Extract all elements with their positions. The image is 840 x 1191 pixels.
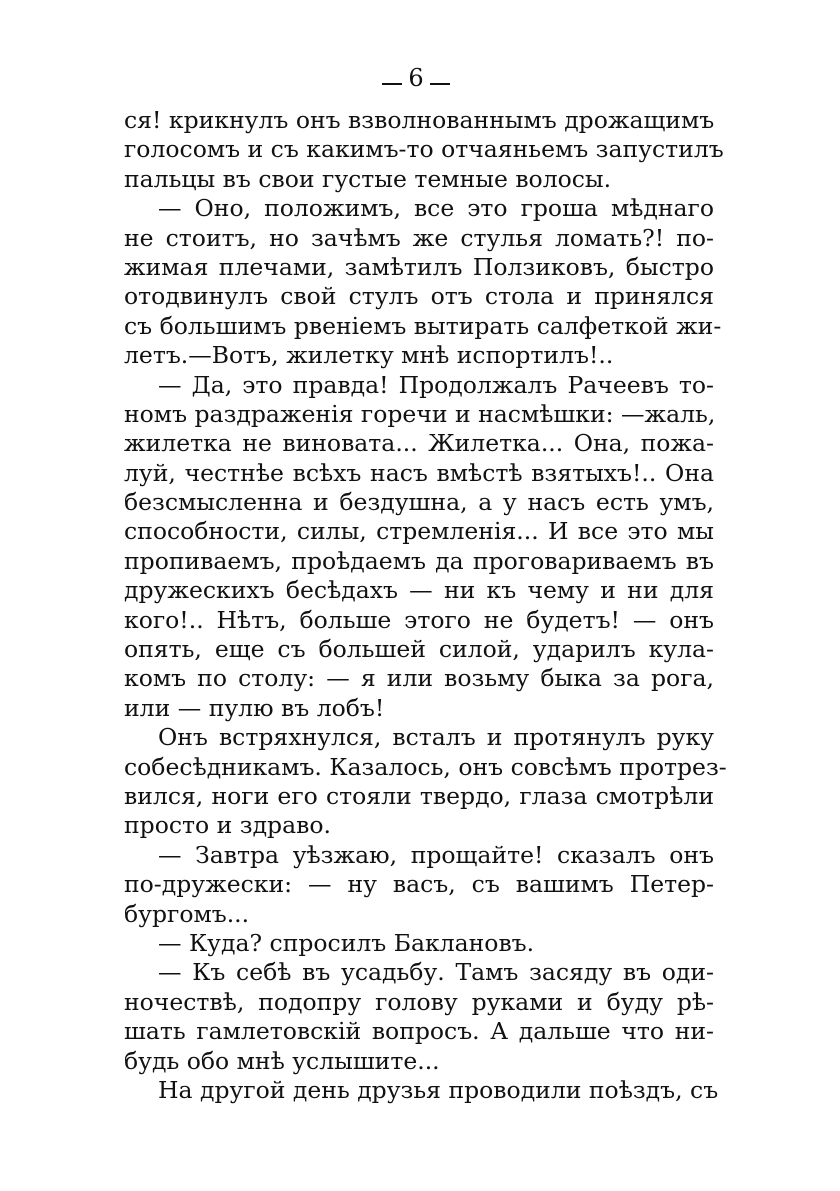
page-number-text: 6	[408, 64, 424, 92]
text-line: ся! крикнулъ онъ взволнованнымъ дрожащимъ	[124, 106, 715, 134]
text-line: На другой день друзья проводили поѣздъ, съ	[158, 1075, 719, 1104]
text-line: кого!.. Нѣтъ, больше этого не будетъ! — онъ	[124, 605, 714, 634]
paragraph	[124, 1075, 719, 1105]
text-line: жимая плечами, замѣтилъ Ползиковъ, быстро	[124, 252, 714, 281]
text-line: просто и здраво.	[124, 811, 331, 840]
text-line: собесѣдникамъ. Казалось, онъ совсѣмъ протрез-	[124, 752, 727, 781]
text-line: луй, честнѣе всѣхъ насъ вмѣстѣ взятыхъ!.. Она	[124, 458, 714, 487]
text-line: шать гамлетовскій вопросъ. А дальше что ни-	[124, 1017, 714, 1046]
text-line: или — пулю въ лобъ!	[124, 693, 385, 722]
text-line: жилетка не виновата... Жилетка... Она, пожа-	[124, 429, 714, 458]
paragraph	[124, 106, 724, 194]
paragraph	[124, 929, 714, 958]
text-line: ночествѣ, подопру голову руками и буду рѣ-	[124, 987, 714, 1016]
text-line: дружескихъ бесѣдахъ — ни къ чему и ни для	[124, 576, 714, 605]
text-line: пальцы въ свои густые темные волосы.	[124, 164, 612, 193]
text-line: — Завтра уѣзжаю, прощайте! сказалъ онъ	[158, 840, 714, 869]
text-line: комъ по столу: — я или возьму быка за рога,	[124, 664, 714, 693]
text-line: — Да, это правда! Продолжалъ Рачеевъ то-	[158, 370, 714, 399]
text-line: съ большимъ рвеніемъ вытирать салфеткой жи-	[124, 311, 722, 340]
text-line: отодвинулъ свой стулъ отъ стола и принялся	[124, 282, 714, 311]
page-number-rule-right	[430, 83, 450, 85]
text-line: способности, силы, стремленія... И все это мы	[124, 517, 714, 546]
text-line: Онъ встряхнулся, всталъ и протянулъ руку	[158, 723, 714, 752]
paragraph	[124, 194, 722, 370]
paragraph	[124, 371, 714, 724]
body-text	[124, 106, 727, 1105]
text-line: безсмысленна и бездушна, а у насъ есть умъ,	[124, 488, 714, 517]
text-line: — Куда? спросилъ Баклановъ.	[158, 928, 535, 957]
text-line: не стоитъ, но зачѣмъ же стулья ломать?! по-	[124, 223, 714, 252]
text-line: — Къ себѣ въ усадьбу. Тамъ засяду въ оди-	[158, 958, 714, 987]
text-line: пропиваемъ, проѣдаемъ да проговариваемъ въ	[124, 546, 714, 575]
text-line: — Оно, положимъ, все это гроша мѣднаго	[158, 194, 714, 223]
text-line: бургомъ...	[124, 899, 250, 928]
text-line: вился, ноги его стояли твердо, глаза смотрѣли	[124, 781, 714, 810]
paragraph	[124, 841, 714, 929]
text-line: голосомъ и съ какимъ-то отчаяньемъ запустилъ	[124, 135, 724, 164]
page-number-rule-left	[382, 83, 402, 85]
text-line: опять, еще съ большей силой, ударилъ кула-	[124, 635, 714, 664]
text-line: летъ.—Вотъ, жилетку мнѣ испортилъ!..	[124, 341, 614, 370]
text-line: по-дружески: — ну васъ, съ вашимъ Петер-	[124, 870, 714, 899]
page-number	[382, 64, 450, 92]
text-line: номъ раздраженія горечи и насмѣшки: —жаль,	[124, 399, 716, 428]
paragraph	[124, 723, 727, 841]
text-line: будь обо мнѣ услышите...	[124, 1046, 440, 1075]
paragraph	[124, 958, 714, 1076]
